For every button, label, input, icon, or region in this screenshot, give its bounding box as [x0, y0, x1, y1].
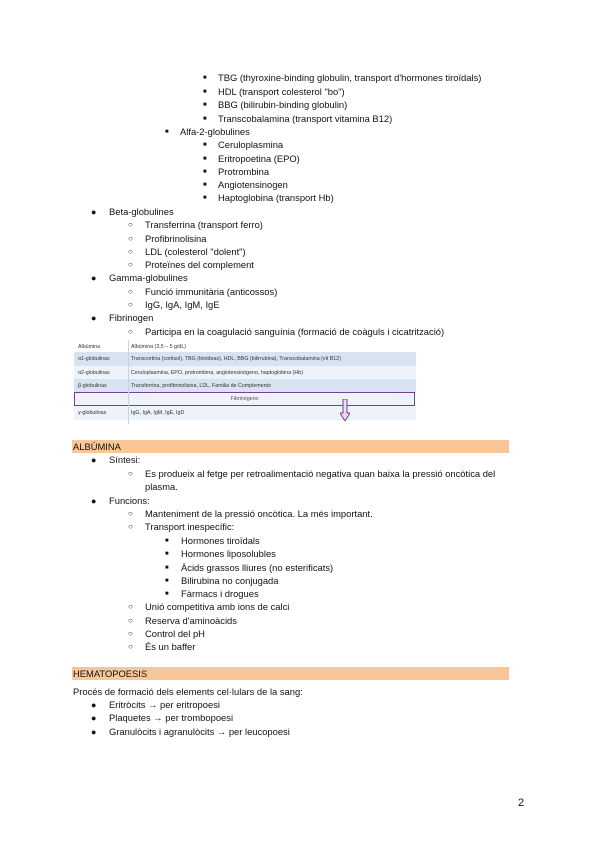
list-item: Protrombina	[218, 166, 270, 177]
bullet-square: ■	[165, 538, 169, 544]
table-cell: α2-globulinas	[78, 370, 110, 376]
list-item: Proteïnes del complement	[145, 259, 254, 270]
bullet-circle: ○	[128, 234, 133, 243]
list-item: Participa en la coagulació sanguínia (formació de coàguls i cicatrització)	[145, 326, 445, 337]
bullet-square: ■	[165, 578, 169, 584]
table-cell: γ-globulinas	[78, 410, 107, 416]
arrow-down-icon	[340, 399, 350, 421]
beta-heading: Beta-globulines	[109, 206, 174, 217]
bullet-disc: ●	[91, 713, 97, 723]
bullet-circle: ○	[128, 629, 133, 638]
bullet-disc: ●	[91, 455, 97, 465]
list-item: Funció immunitària (anticossos)	[145, 286, 278, 297]
bullet-square: ■	[165, 551, 169, 557]
bullet-disc: ●	[91, 313, 97, 323]
table-cell: Albúmina (3,5 – 5 g/dL)	[131, 344, 187, 350]
table-cell: IgG, IgA, IgM, IgE, IgD	[131, 410, 185, 416]
list-item: Haptoglobina (transport Hb)	[218, 192, 334, 203]
table-row	[74, 406, 416, 420]
list-item: Hormones tiroïdals	[181, 535, 260, 546]
bullet-circle: ○	[128, 469, 133, 478]
list-item: IgG, IgA, IgM, IgE	[145, 299, 220, 310]
list-item: Reserva d'aminoàcids	[145, 615, 237, 626]
bullet-disc: ●	[91, 496, 97, 506]
list-item: Transferrina (transport ferro)	[145, 219, 263, 230]
sintesi-heading: Síntesi:	[109, 454, 141, 465]
list-item: És un baffer	[145, 641, 196, 652]
table-cell: Transferrina, profibrinolisina, LDL, Familia de Complemento	[131, 383, 271, 389]
list-item: Unió competitiva amb ions de calci	[145, 601, 290, 612]
bullet-circle: ○	[128, 260, 133, 269]
list-item: Plaquetes → per trombopoesi	[109, 712, 234, 723]
bullet-disc: ●	[91, 700, 97, 710]
bullet-disc: ●	[91, 273, 97, 283]
list-item: Àcids grassos lliures (no esterificats)	[181, 562, 334, 573]
list-item: Fàrmacs i drogues	[181, 588, 259, 599]
table-cell: α1-globulinas	[78, 356, 110, 362]
list-item: TBG (thyroxine-binding globulin, transport d'hormones tiroïdals)	[218, 72, 482, 83]
list-item: Transcobalamina (transport vitamina B12)	[218, 113, 393, 124]
bullet-circle: ○	[128, 522, 133, 531]
bullet-square: ■	[165, 129, 169, 135]
section-title-hematopoesis: HEMATOPOESIS	[72, 667, 509, 680]
table-row	[74, 366, 416, 380]
list-item: HDL (transport colesterol "bo")	[218, 86, 345, 97]
table-cell: Transcortina (cortisol), TBG (tiroideas), HDL, BBG (bilirrubina), Transcobalamina (vit B12)	[131, 356, 341, 362]
bullet-circle: ○	[128, 247, 133, 256]
bullet-circle: ○	[128, 509, 133, 518]
table-cell: Albúmina	[78, 344, 101, 350]
protein-table-image	[74, 340, 416, 426]
bullet-circle: ○	[128, 300, 133, 309]
list-item: Manteniment de la pressió oncòtica. La més important.	[145, 508, 373, 519]
list-item: Hormones liposolubles	[181, 548, 276, 559]
list-item: Ceruloplasmina	[218, 139, 284, 150]
table-row	[74, 352, 416, 366]
list-item: Angiotensinogen	[218, 179, 288, 190]
page-number: 2	[518, 797, 525, 809]
bullet-square: ■	[203, 75, 207, 81]
fibrinogen-highlight-box: Fibrinógeno	[74, 392, 415, 406]
fibrinogen-heading: Fibrinogen	[109, 312, 154, 323]
bullet-square: ■	[203, 182, 207, 188]
bullet-square: ■	[203, 142, 207, 148]
table-cell: Ceruloplasmina, EPO, protrombina, angiotensinógeno, haptoglobina (Hb)	[131, 370, 303, 376]
bullet-circle: ○	[128, 287, 133, 296]
table-cell: β-globulinas	[78, 383, 107, 389]
table-row	[74, 379, 416, 393]
list-item: BBG (bilirubin-binding globulin)	[218, 99, 348, 110]
paragraph: Procés de formació dels elements cel·lulars de la sang:	[73, 686, 303, 697]
bullet-circle: ○	[128, 642, 133, 651]
gamma-heading: Gamma-globulines	[109, 272, 188, 283]
bullet-disc: ●	[91, 207, 97, 217]
bullet-square: ■	[203, 169, 207, 175]
bullet-circle: ○	[128, 220, 133, 229]
alfa2-heading: Alfa-2-globulines	[180, 126, 250, 137]
bullet-square: ■	[203, 102, 207, 108]
table-divider	[128, 340, 129, 424]
paragraph-line: plasma.	[145, 481, 178, 492]
list-item: Profibrinolisina	[145, 233, 207, 244]
bullet-square: ■	[203, 89, 207, 95]
list-item: Granulòcits i agranulòcits → per leucopoesi	[109, 726, 290, 737]
bullet-square: ■	[165, 591, 169, 597]
bullet-square: ■	[203, 116, 207, 122]
list-item: Bilirubina no conjugada	[181, 575, 279, 586]
section-title-albumina: ALBÚMINA	[72, 440, 509, 453]
list-item: Control del pH	[145, 628, 205, 639]
list-item: LDL (colesterol "dolent")	[145, 246, 246, 257]
bullet-square: ■	[165, 565, 169, 571]
list-item: Eritròcits → per eritropoesi	[109, 699, 220, 710]
list-item: Transport inespecífic:	[145, 521, 235, 532]
list-item: Eritropoetina (EPO)	[218, 153, 300, 164]
bullet-disc: ●	[91, 727, 97, 737]
funcions-heading: Funcions:	[109, 495, 150, 506]
bullet-circle: ○	[128, 327, 133, 336]
bullet-circle: ○	[128, 616, 133, 625]
paragraph-line: Es produeix al fetge per retroalimentació negativa quan baixa la pressió oncòtica del	[145, 468, 496, 479]
bullet-square: ■	[203, 156, 207, 162]
bullet-circle: ○	[128, 602, 133, 611]
bullet-square: ■	[203, 195, 207, 201]
